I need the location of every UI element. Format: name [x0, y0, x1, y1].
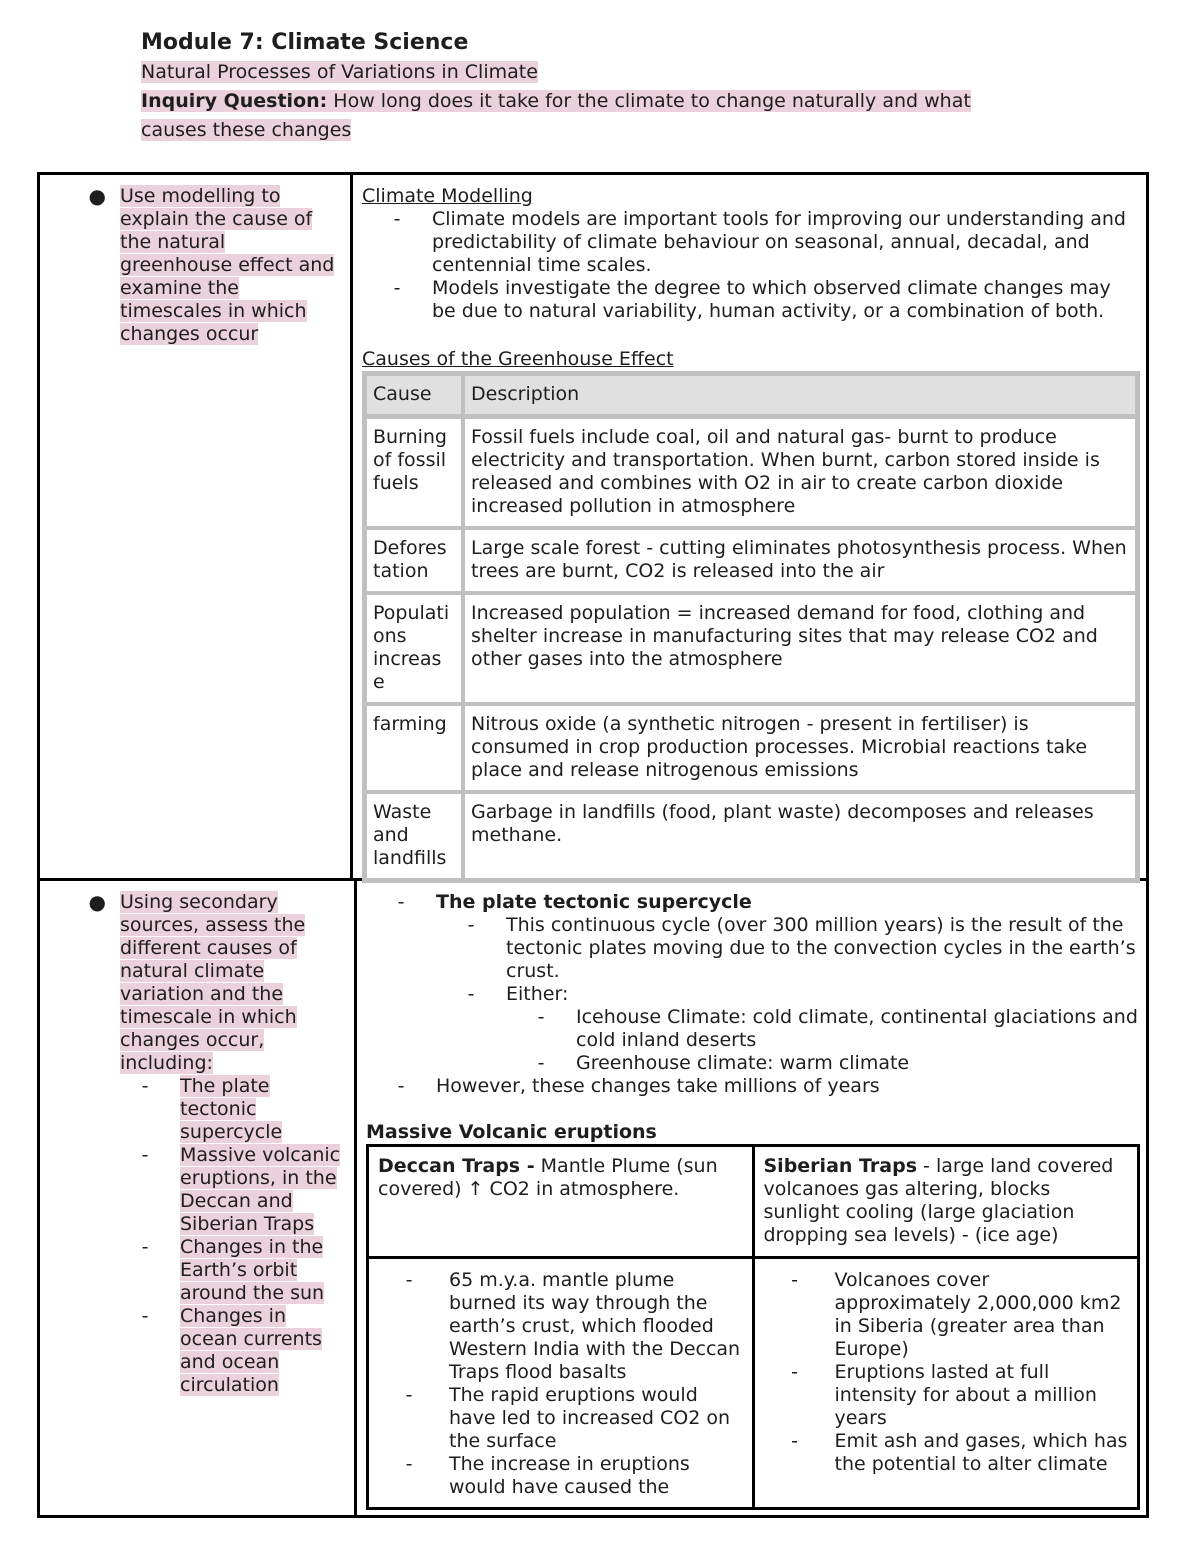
bullet-icon: ●	[88, 184, 106, 208]
inquiry-question	[141, 87, 1031, 145]
deccan-details	[368, 1258, 754, 1509]
column-header: Cause	[365, 374, 463, 417]
list-item: - The increase in eruptions would have caused the	[405, 1453, 690, 1498]
section-subtitle: Natural Processes of Variations in Climate	[141, 61, 538, 83]
list-item: - Eruptions lasted at full intensity for about a million years	[791, 1361, 1097, 1429]
table-row: Burning of fossil fuels Fossil fuels include coal, oil and natural gas- burnt to produce electricity and transportation. When burnt, carbon stored inside is released and combines with O2 in air to create carbon dioxide increased pollution in atmosphere	[365, 417, 1137, 528]
syllabus-point-cell	[40, 881, 357, 1515]
volcanic-table	[366, 1144, 1140, 1510]
document-header	[141, 28, 1041, 145]
list-item: - Volcanoes cover approximately 2,000,000 km2 in Siberia (greater area than Europe)	[791, 1269, 1122, 1360]
modelling-heading: Climate Modelling	[362, 185, 533, 207]
causes-heading: Causes of the Greenhouse Effect	[362, 348, 674, 370]
list-item: - 65 m.y.a. mantle plume burned its way through the earth’s crust, which flooded Western India with the Deccan Traps flood basalts	[405, 1269, 741, 1383]
list-item: - Changes in the Earth’s orbit around the sun	[141, 1236, 325, 1304]
notes-row-natural-variation	[40, 878, 1146, 1515]
siberian-details	[753, 1258, 1139, 1509]
notes-cell	[353, 175, 1146, 878]
list-item: - Changes in ocean currents and ocean circulation	[141, 1305, 322, 1396]
list-item: - The plate tectonic supercycle	[141, 1075, 283, 1143]
table-row: Populati ons increas e Increased population = increased demand for food, clothing and shelter increase in manufacturing sites that may release CO2 and other gases into the atmosphere	[365, 593, 1137, 704]
notes-cell	[357, 881, 1146, 1515]
siberian-summary: Siberian Traps - large land covered volcanoes gas altering, blocks sunlight cooling (large glaciation dropping sea levels) - (ice age)	[753, 1146, 1139, 1258]
list-item: - Massive volcanic eruptions, in the Deccan and Siberian Traps	[141, 1144, 341, 1235]
list-item: - The plate tectonic supercycle	[366, 891, 1140, 914]
inquiry-text: How long does it take for the climate to change naturally and what causes these changes	[141, 90, 971, 141]
table-row: Waste and landfills Garbage in landfills (food, plant waste) decomposes and releases methane.	[365, 792, 1137, 880]
list-item: - Models investigate the degree to which observed climate changes may be due to natural variability, human activity, or a combination of both.	[393, 277, 1111, 322]
table-row: farming Nitrous oxide (a synthetic nitrogen - present in fertiliser) is consumed in crop production processes. Microbial reactions take place and release nitrogenous emissions	[365, 704, 1137, 792]
list-item: - However, these changes take millions of years	[397, 1075, 880, 1097]
syllabus-point-cell	[40, 175, 353, 878]
list-item: - Icehouse Climate: cold climate, continental glaciations and cold inland deserts	[537, 1006, 1138, 1051]
tectonic-heading: The plate tectonic supercycle	[436, 891, 752, 913]
module-title: Module 7: Climate Science	[141, 30, 469, 55]
syllabus-point: Using secondary sources, assess the different causes of natural climate variation and the timescale in which changes occur, including:	[120, 891, 306, 1074]
list-item: - Either:	[467, 983, 569, 1005]
syllabus-point: Use modelling to explain the cause of the natural greenhouse effect and examine the timescales in which changes occur	[120, 185, 335, 345]
list-item: - Climate models are important tools for improving our understanding and predictability of climate behaviour on seasonal, annual, decadal, and centennial time scales.	[393, 208, 1126, 276]
deccan-summary: Deccan Traps - Mantle Plume (sun covered) ↑ CO2 in atmosphere.	[368, 1146, 754, 1258]
list-item: - The rapid eruptions would have led to increased CO2 on the surface	[405, 1384, 731, 1452]
bullet-icon: ●	[88, 890, 106, 914]
notes-table	[37, 172, 1149, 1518]
table-row: Defores tation Large scale forest - cutting eliminates photosynthesis process. When trees are burnt, CO2 is released into the air	[365, 528, 1137, 593]
column-header: Description	[463, 374, 1137, 417]
notes-row-greenhouse	[40, 175, 1146, 878]
list-item: - This continuous cycle (over 300 million years) is the result of the tectonic plates moving due to the convection cycles in the earth’s crust.	[467, 914, 1136, 982]
inquiry-label: Inquiry Question:	[141, 90, 328, 112]
list-item: - Greenhouse climate: warm climate	[537, 1052, 910, 1074]
causes-table	[362, 371, 1140, 883]
list-item: - Emit ash and gases, which has the potential to alter climate	[791, 1430, 1128, 1475]
volcanic-heading: Massive Volcanic eruptions	[366, 1121, 657, 1143]
